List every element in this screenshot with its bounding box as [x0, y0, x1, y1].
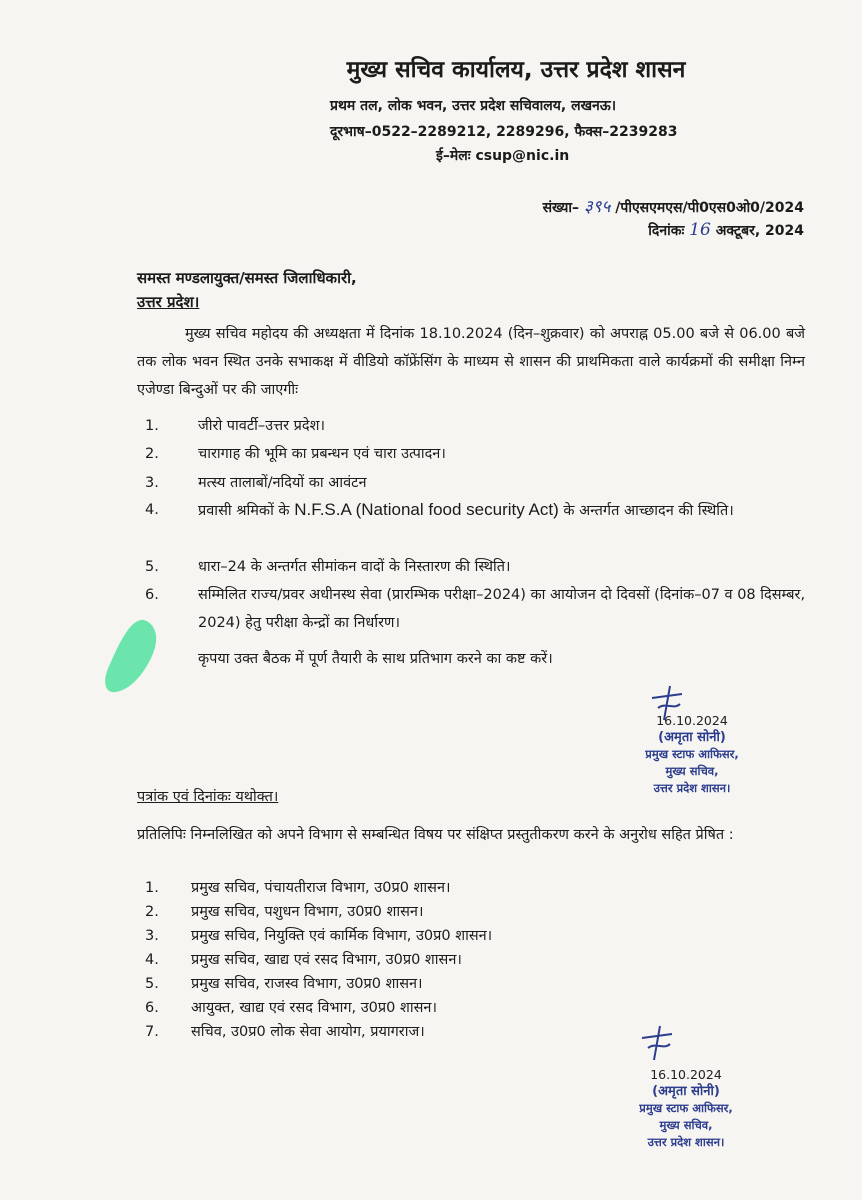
- agenda-number: 4.: [145, 502, 159, 518]
- signatory-office: मुख्य सचिव,: [659, 1118, 713, 1132]
- letter-number-handwritten: ३९५: [583, 197, 611, 217]
- agenda-text: [198, 496, 808, 525]
- agenda-number: 6.: [145, 587, 159, 603]
- body-paragraph: मुख्य सचिव महोदय की अध्यक्षता में दिनांक 18.10.2024 (दिन–शुक्रवार) को अपराह्न 05.00 बजे से 06.00 बजे तक लोक भवन स्थित उनके सभाकक्ष में वीडियो कॉफ्रेंसिंग के माध्यम से शासन की प्राथमिकता वाले कार्यक्रमों की समीक्षा निम्न एजेण्डा बिन्दुओं पर की जाएगीः: [137, 326, 805, 398]
- recipient-text: सचिव, उ0प्र0 लोक सेवा आयोग, प्रयागराज।: [191, 1024, 425, 1040]
- agenda-text: सम्मिलित राज्य/प्रवर अधीनस्थ सेवा (प्रारम्भिक परीक्षा–2024) का आयोजन दो दिवसों (दिनांक–07 व 08 दिसम्बर, 2024) हेतु परीक्षा केन्द्रों का निर्धारण।: [198, 587, 806, 631]
- signature-block: [596, 1024, 776, 1154]
- letter-number-suffix: /पीएसएमएस/पी0एस0ओ0/2024: [615, 200, 804, 216]
- nfsa-text: N.F.S.A (National food security Act): [294, 500, 559, 519]
- signature-block: [612, 684, 772, 804]
- recipient-number: 3.: [145, 928, 159, 944]
- office-phone: दूरभाष–0522–2289212, 2289296, फैक्स–2239283: [330, 124, 678, 140]
- agenda-text: चारागाह की भूमि का प्रबन्धन एवं चारा उत्पादन।: [198, 446, 446, 462]
- agenda-number: 1.: [145, 418, 159, 434]
- agenda-text: जीरो पावर्टी–उत्तर प्रदेश।: [198, 418, 325, 434]
- signatory-name: (अमृता सोनी): [658, 730, 726, 745]
- agenda-text-post: के अन्तर्गत आच्छादन की स्थिति।: [558, 503, 734, 519]
- recipient-number: 6.: [145, 1000, 159, 1016]
- highlighter-mark: [100, 616, 162, 696]
- recipient-number: 4.: [145, 952, 159, 968]
- letter-date-prefix: दिनांकः: [648, 223, 685, 239]
- letter-date-handwritten: 16: [689, 220, 711, 240]
- recipient-text: प्रमुख सचिव, राजस्व विभाग, उ0प्र0 शासन।: [191, 976, 423, 992]
- letter-date: [648, 220, 804, 240]
- recipient-text: प्रमुख सचिव, पंचायतीराज विभाग, उ0प्र0 शासन।: [191, 880, 451, 896]
- signatory-designation: प्रमुख स्टाफ आफिसर,: [645, 747, 739, 761]
- recipient-number: 7.: [145, 1024, 159, 1040]
- office-address: प्रथम तल, लोक भवन, उत्तर प्रदेश सचिवालय, लखनऊ।: [330, 98, 617, 114]
- closing-note: कृपया उक्त बैठक में पूर्ण तैयारी के साथ प्रतिभाग करने का कष्ट करें।: [198, 651, 553, 667]
- copy-intro: प्रतिलिपिः निम्नलिखित को अपने विभाग से सम्बन्धित विषय पर संक्षिप्त प्रस्तुतीकरण करने के अनुरोध सहित प्रेषित :: [137, 827, 734, 843]
- letter-number: [543, 194, 804, 217]
- agenda-number: 5.: [145, 559, 159, 575]
- office-email: ई–मेलः csup@nic.in: [436, 148, 570, 164]
- recipient-number: 1.: [145, 880, 159, 896]
- signatory-designation: प्रमुख स्टाफ आफिसर,: [639, 1101, 733, 1115]
- recipient-number: 5.: [145, 976, 159, 992]
- addressee-line1: समस्त मण्डलायुक्त/समस्त जिलाधिकारी,: [137, 269, 357, 287]
- recipient-text: प्रमुख सचिव, नियुक्ति एवं कार्मिक विभाग, उ0प्र0 शासन।: [191, 928, 493, 944]
- agenda-text-pre: प्रवासी श्रमिकों के: [198, 503, 295, 519]
- letter-date-suffix: अक्टूबर, 2024: [715, 223, 804, 239]
- recipient-number: 2.: [145, 904, 159, 920]
- recipient-text: प्रमुख सचिव, पशुधन विभाग, उ0प्र0 शासन।: [191, 904, 424, 920]
- signature-scribble-icon: [638, 1024, 678, 1064]
- signatory-government: उत्तर प्रदेश शासन।: [647, 1135, 725, 1149]
- office-title: मुख्य सचिव कार्यालय, उत्तर प्रदेश शासन: [346, 57, 686, 83]
- signature-date: 16.10.2024: [656, 713, 728, 728]
- agenda-number: 3.: [145, 475, 159, 491]
- addressee-line2: उत्तर प्रदेश।: [137, 293, 200, 311]
- signatory-office: मुख्य सचिव,: [665, 764, 719, 778]
- recipient-text: प्रमुख सचिव, खाद्य एवं रसद विभाग, उ0प्र0 शासन।: [191, 952, 462, 968]
- agenda-text: मत्स्य तालाबों/नदियों का आवंटन: [198, 475, 367, 491]
- signatory-government: उत्तर प्रदेश शासन।: [653, 781, 731, 795]
- signature-date: 16.10.2024: [650, 1067, 722, 1082]
- agenda-text: धारा–24 के अन्तर्गत सीमांकन वादों के निस्तारण की स्थिति।: [198, 559, 511, 575]
- copy-heading: पत्रांक एवं दिनांकः यथोक्त।: [137, 789, 279, 805]
- agenda-number: 2.: [145, 446, 159, 462]
- signatory-name: (अमृता सोनी): [652, 1084, 720, 1099]
- letter-number-prefix: संख्या–: [542, 200, 579, 216]
- recipient-text: आयुक्त, खाद्य एवं रसद विभाग, उ0प्र0 शासन।: [191, 1000, 437, 1016]
